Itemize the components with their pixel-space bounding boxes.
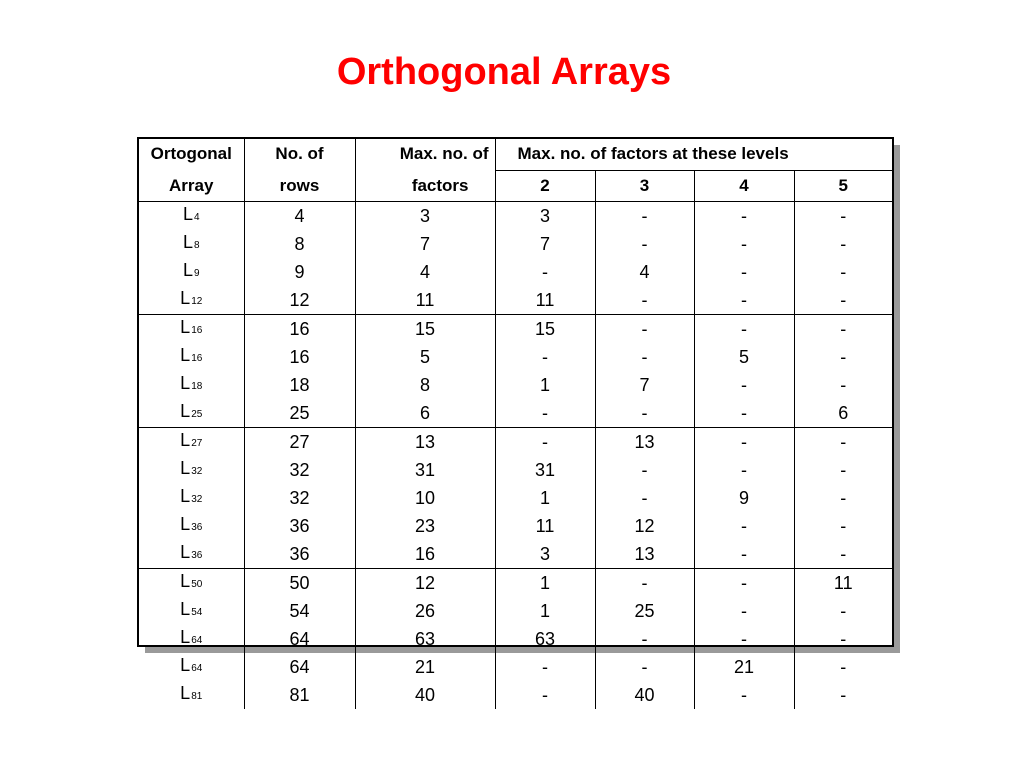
level-5-cell: - [794, 286, 892, 315]
array-name-cell [139, 681, 244, 709]
level-2-cell: 1 [495, 597, 595, 625]
header-rows-line2: rows [244, 170, 355, 202]
header-array-line2: Array [169, 176, 214, 195]
level-3-cell: - [595, 484, 694, 512]
array-letter: L [180, 288, 191, 308]
array-letter: L [182, 260, 193, 280]
rows-cell: 64 [244, 625, 355, 653]
table-row [139, 681, 892, 709]
level-2-cell: 63 [495, 625, 595, 653]
header-row-1 [139, 139, 892, 170]
header-factors-line1: Max. no. of [355, 139, 495, 170]
rows-cell: 54 [244, 597, 355, 625]
level-4-cell: - [694, 597, 794, 625]
rows-cell: 50 [244, 569, 355, 598]
level-4-cell: - [694, 315, 794, 344]
factors-cell: 3 [355, 202, 495, 231]
header-row-2 [139, 170, 892, 202]
factors-cell: 8 [355, 371, 495, 399]
level-3-cell: 13 [595, 540, 694, 569]
level-5-cell: - [794, 484, 892, 512]
level-3-cell: 13 [595, 428, 694, 457]
level-5-cell: 11 [794, 569, 892, 598]
factors-cell: 31 [355, 456, 495, 484]
array-letter: L [180, 458, 191, 478]
level-2-cell: - [495, 428, 595, 457]
level-5-cell: - [794, 343, 892, 371]
level-2-cell: 15 [495, 315, 595, 344]
level-4-cell: - [694, 230, 794, 258]
array-subscript: 9 [193, 268, 200, 279]
table-row [139, 258, 892, 286]
factors-cell: 15 [355, 315, 495, 344]
array-name-cell [139, 399, 244, 428]
level-3-cell: 40 [595, 681, 694, 709]
table-row [139, 512, 892, 540]
level-4-cell: - [694, 625, 794, 653]
array-name-cell [139, 512, 244, 540]
rows-cell: 12 [244, 286, 355, 315]
header-level-2: 2 [495, 170, 595, 202]
header-array-line1: Ortogonal [150, 144, 232, 163]
array-name-cell [139, 230, 244, 258]
array-name-cell [139, 540, 244, 569]
level-4-cell: - [694, 456, 794, 484]
level-3-cell: - [595, 315, 694, 344]
header-levels-title: Max. no. of factors at these levels [495, 139, 892, 170]
array-name-cell [139, 286, 244, 315]
level-2-cell: - [495, 653, 595, 681]
level-3-cell: - [595, 653, 694, 681]
array-subscript: 50 [191, 579, 203, 590]
array-name-cell [139, 371, 244, 399]
table-row [139, 625, 892, 653]
level-5-cell: - [794, 428, 892, 457]
factors-cell: 16 [355, 540, 495, 569]
level-4-cell: - [694, 258, 794, 286]
array-subscript: 16 [191, 325, 203, 336]
factors-cell: 7 [355, 230, 495, 258]
table-row [139, 653, 892, 681]
table-row [139, 456, 892, 484]
rows-cell: 64 [244, 653, 355, 681]
factors-cell: 12 [355, 569, 495, 598]
factors-cell: 11 [355, 286, 495, 315]
level-2-cell: 1 [495, 371, 595, 399]
table-row [139, 569, 892, 598]
level-5-cell: - [794, 625, 892, 653]
level-2-cell: 11 [495, 286, 595, 315]
slide-title: Orthogonal Arrays [336, 51, 672, 93]
rows-cell: 81 [244, 681, 355, 709]
rows-cell: 8 [244, 230, 355, 258]
level-4-cell: 21 [694, 653, 794, 681]
factors-cell: 23 [355, 512, 495, 540]
level-5-cell: - [794, 540, 892, 569]
level-4-cell: - [694, 681, 794, 709]
array-subscript: 25 [191, 409, 203, 420]
level-5-cell: - [794, 681, 892, 709]
level-3-cell: 7 [595, 371, 694, 399]
level-5-cell: - [794, 202, 892, 231]
array-letter: L [180, 599, 191, 619]
array-name-cell [139, 428, 244, 457]
level-5-cell: - [794, 315, 892, 344]
level-4-cell: 5 [694, 343, 794, 371]
array-letter: L [180, 317, 191, 337]
array-subscript: 64 [191, 663, 203, 674]
level-4-cell: - [694, 286, 794, 315]
level-2-cell: 31 [495, 456, 595, 484]
level-5-cell: - [794, 371, 892, 399]
level-3-cell: - [595, 286, 694, 315]
level-2-cell: - [495, 681, 595, 709]
orthogonal-arrays-table-frame [137, 137, 894, 705]
array-letter: L [180, 373, 191, 393]
array-name-cell [139, 653, 244, 681]
rows-cell: 18 [244, 371, 355, 399]
level-5-cell: - [794, 230, 892, 258]
level-3-cell: - [595, 456, 694, 484]
level-3-cell: - [595, 399, 694, 428]
table-row [139, 343, 892, 371]
level-2-cell: - [495, 258, 595, 286]
level-3-cell: - [595, 569, 694, 598]
factors-cell: 13 [355, 428, 495, 457]
header-factors-line2: factors [355, 170, 495, 202]
array-subscript: 18 [191, 381, 203, 392]
table-row [139, 286, 892, 315]
level-3-cell: - [595, 343, 694, 371]
table-row [139, 202, 892, 231]
table-row [139, 484, 892, 512]
factors-cell: 21 [355, 653, 495, 681]
array-subscript: 16 [191, 353, 203, 364]
factors-cell: 26 [355, 597, 495, 625]
array-name-cell [139, 569, 244, 598]
array-subscript: 8 [193, 240, 200, 251]
level-4-cell: - [694, 371, 794, 399]
level-2-cell: 1 [495, 484, 595, 512]
rows-cell: 36 [244, 512, 355, 540]
array-subscript: 64 [191, 635, 203, 646]
table-row [139, 399, 892, 428]
level-5-cell: - [794, 597, 892, 625]
factors-cell: 63 [355, 625, 495, 653]
array-letter: L [180, 430, 191, 450]
level-5-cell: - [794, 456, 892, 484]
table-row [139, 230, 892, 258]
array-letter: L [180, 514, 191, 534]
array-name-cell [139, 484, 244, 512]
level-4-cell: - [694, 399, 794, 428]
factors-cell: 10 [355, 484, 495, 512]
level-2-cell: 7 [495, 230, 595, 258]
rows-cell: 16 [244, 343, 355, 371]
level-2-cell: - [495, 399, 595, 428]
level-4-cell: - [694, 540, 794, 569]
level-2-cell: - [495, 343, 595, 371]
rows-cell: 16 [244, 315, 355, 344]
array-subscript: 32 [191, 466, 203, 477]
table-row [139, 597, 892, 625]
level-4-cell: - [694, 202, 794, 231]
factors-cell: 40 [355, 681, 495, 709]
orthogonal-arrays-table [139, 139, 892, 709]
header-level-3: 3 [595, 170, 694, 202]
array-name-cell [139, 343, 244, 371]
level-4-cell: - [694, 512, 794, 540]
array-letter: L [180, 683, 191, 703]
array-letter: L [180, 486, 191, 506]
array-letter: L [180, 571, 191, 591]
array-subscript: 81 [191, 691, 203, 702]
header-level-5: 5 [794, 170, 892, 202]
array-subscript: 4 [193, 212, 200, 223]
level-5-cell: - [794, 512, 892, 540]
array-subscript: 27 [191, 438, 203, 449]
array-subscript: 12 [191, 296, 203, 307]
rows-cell: 27 [244, 428, 355, 457]
level-3-cell: - [595, 230, 694, 258]
array-letter: L [180, 627, 191, 647]
array-name-cell [139, 456, 244, 484]
level-3-cell: 4 [595, 258, 694, 286]
level-3-cell: - [595, 625, 694, 653]
level-2-cell: 1 [495, 569, 595, 598]
table-row [139, 315, 892, 344]
array-name-cell [139, 597, 244, 625]
level-3-cell: 12 [595, 512, 694, 540]
rows-cell: 32 [244, 484, 355, 512]
header-rows-line1: No. of [244, 139, 355, 170]
rows-cell: 36 [244, 540, 355, 569]
level-2-cell: 11 [495, 512, 595, 540]
table-row [139, 428, 892, 457]
array-name-cell [139, 202, 244, 231]
level-5-cell: 6 [794, 399, 892, 428]
header-level-4: 4 [694, 170, 794, 202]
level-2-cell: 3 [495, 202, 595, 231]
array-letter: L [182, 232, 193, 252]
array-name-cell [139, 258, 244, 286]
array-subscript: 36 [191, 522, 203, 533]
level-3-cell: - [595, 202, 694, 231]
level-4-cell: - [694, 428, 794, 457]
factors-cell: 4 [355, 258, 495, 286]
array-name-cell [139, 625, 244, 653]
level-5-cell: - [794, 258, 892, 286]
level-5-cell: - [794, 653, 892, 681]
level-4-cell: 9 [694, 484, 794, 512]
array-letter: L [180, 542, 191, 562]
rows-cell: 25 [244, 399, 355, 428]
level-2-cell: 3 [495, 540, 595, 569]
array-subscript: 36 [191, 550, 203, 561]
table-row [139, 371, 892, 399]
rows-cell: 4 [244, 202, 355, 231]
array-letter: L [180, 401, 191, 421]
table-row [139, 540, 892, 569]
level-3-cell: 25 [595, 597, 694, 625]
level-4-cell: - [694, 569, 794, 598]
array-name-cell [139, 315, 244, 344]
array-letter: L [180, 655, 191, 675]
rows-cell: 9 [244, 258, 355, 286]
array-letter: L [182, 204, 193, 224]
array-subscript: 32 [191, 494, 203, 505]
array-subscript: 54 [191, 607, 203, 618]
rows-cell: 32 [244, 456, 355, 484]
factors-cell: 5 [355, 343, 495, 371]
array-letter: L [180, 345, 191, 365]
factors-cell: 6 [355, 399, 495, 428]
